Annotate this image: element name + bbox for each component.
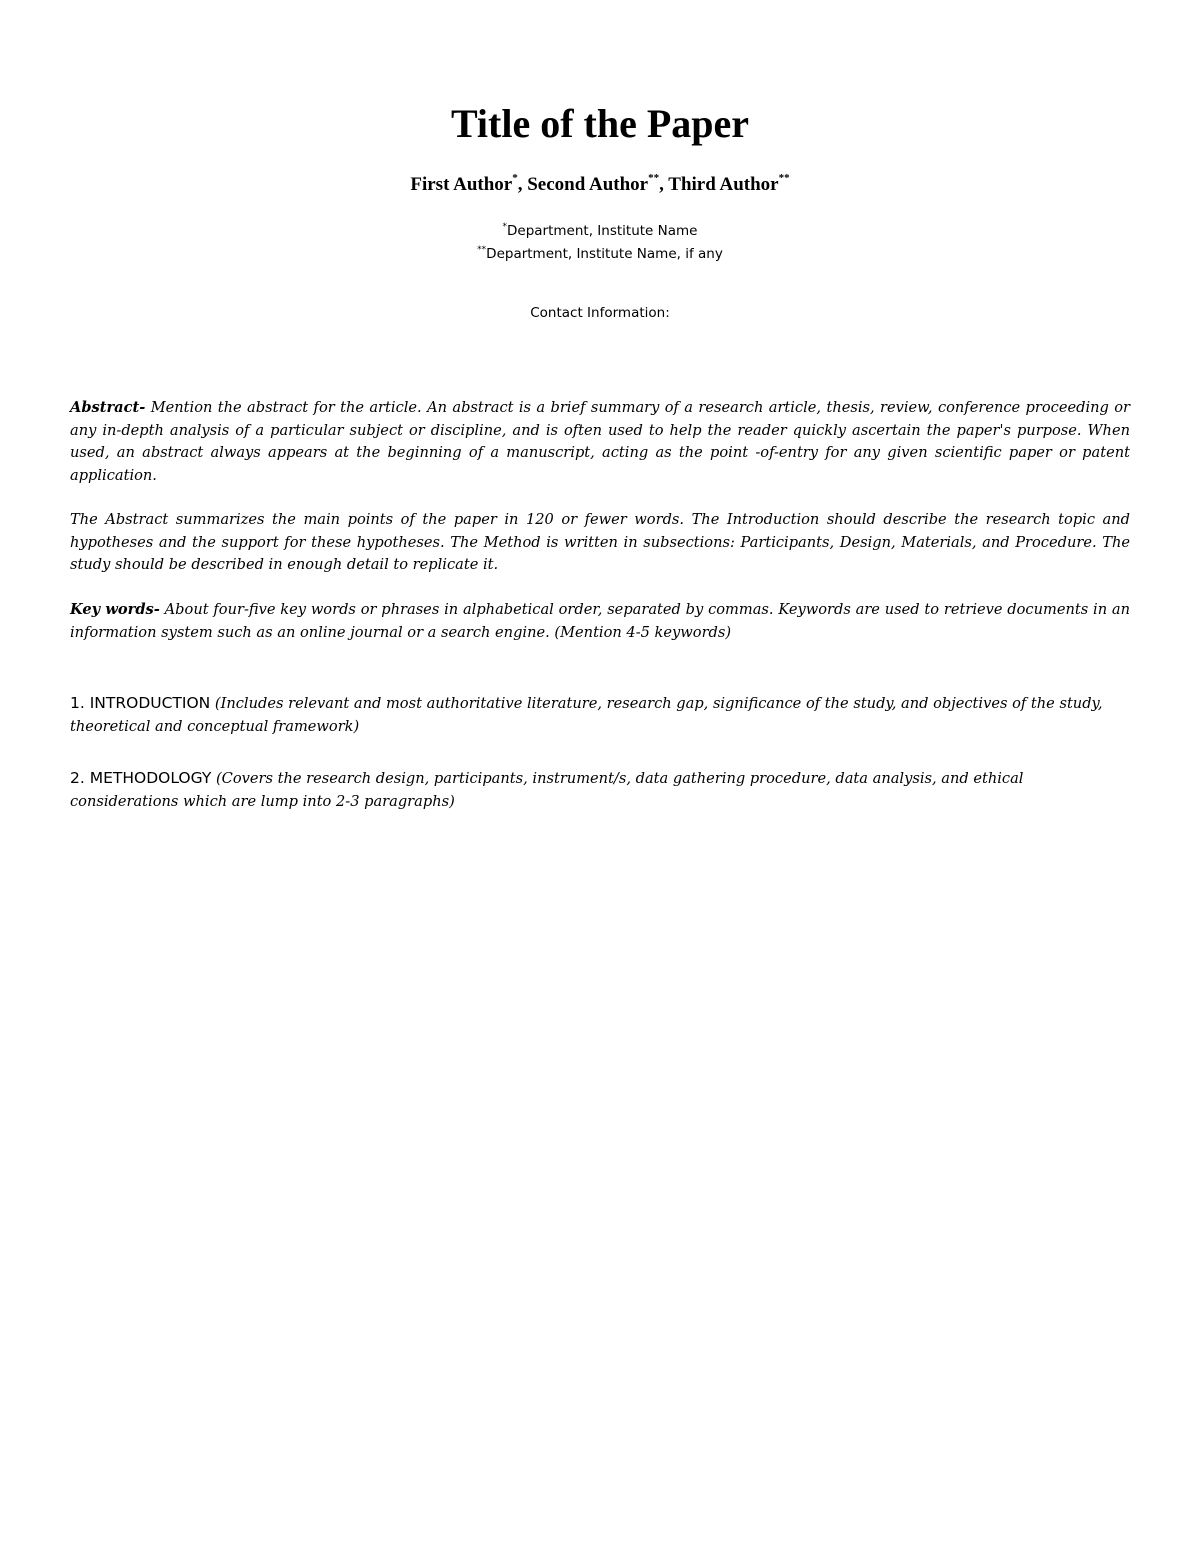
abstract-paragraph: [70, 397, 1130, 487]
affiliation-text: Department, Institute Name: [507, 223, 698, 239]
paper-title: Title of the Paper: [450, 101, 750, 146]
affiliation-line: [0, 222, 1200, 240]
author-affiliation-mark: **: [648, 172, 660, 184]
keywords-text: About four-five key words or phrases in alphabetical order, separated by commas. Keywords are used to retrieve documents in an information system such as an online journal or a search engine. (Mention 4-5 keywords): [70, 601, 1131, 641]
keywords-label: Key words-: [70, 601, 160, 618]
author-list: [0, 172, 1200, 198]
contact-information-label: Contact Information:: [530, 305, 670, 321]
affiliation-mark: *: [502, 222, 508, 232]
affiliation-line: [0, 245, 1200, 263]
author-affiliation-mark: *: [512, 172, 518, 184]
keywords-paragraph: [70, 599, 1130, 644]
author-name: Second Author: [527, 174, 649, 195]
abstract-text: Mention the abstract for the article. An abstract is a brief summary of a research article, thesis, review, conference proceeding or any in-depth analysis of a particular subject or discipline, and is often used to help the reader quickly ascertain the paper's purpose. When used, an abstract always appears at the beginning of a manuscript, acting as the point -of-entry for any given scientific paper or patent application.: [70, 399, 1130, 484]
section-note: (Covers the research design, participants, instrument/s, data gathering procedure, data analysis, and ethical considerations which are lump into 2-3 paragraphs): [70, 770, 1024, 810]
abstract-guidance-paragraph: The Abstract summarizes the main points of the paper in 120 or fewer words. The Introduction should describe the research topic and hypotheses and the support for these hypotheses. The Method is written in subsections: Participants, Design, Materials, and Procedure. The study should be described in enough detail to replicate it.: [70, 511, 1130, 574]
section-introduction: [70, 692, 1130, 738]
author-affiliation-mark: **: [778, 172, 790, 184]
author-separator: ,: [659, 174, 669, 195]
affiliation-text: Department, Institute Name, if any: [486, 246, 723, 262]
section-note: (Includes relevant and most authoritative literature, research gap, significance of the study, and objectives of the study, theoretical and conceptual framework): [70, 695, 1103, 735]
affiliation-mark: **: [477, 245, 487, 255]
author-separator: ,: [517, 174, 528, 195]
abstract-label: Abstract-: [70, 399, 146, 416]
author-name: Third Author: [668, 174, 779, 195]
section-heading: 2. METHODOLOGY: [70, 769, 212, 787]
author-name: First Author: [410, 174, 513, 195]
section-methodology: [70, 767, 1130, 813]
section-heading: 1. INTRODUCTION: [70, 694, 211, 712]
